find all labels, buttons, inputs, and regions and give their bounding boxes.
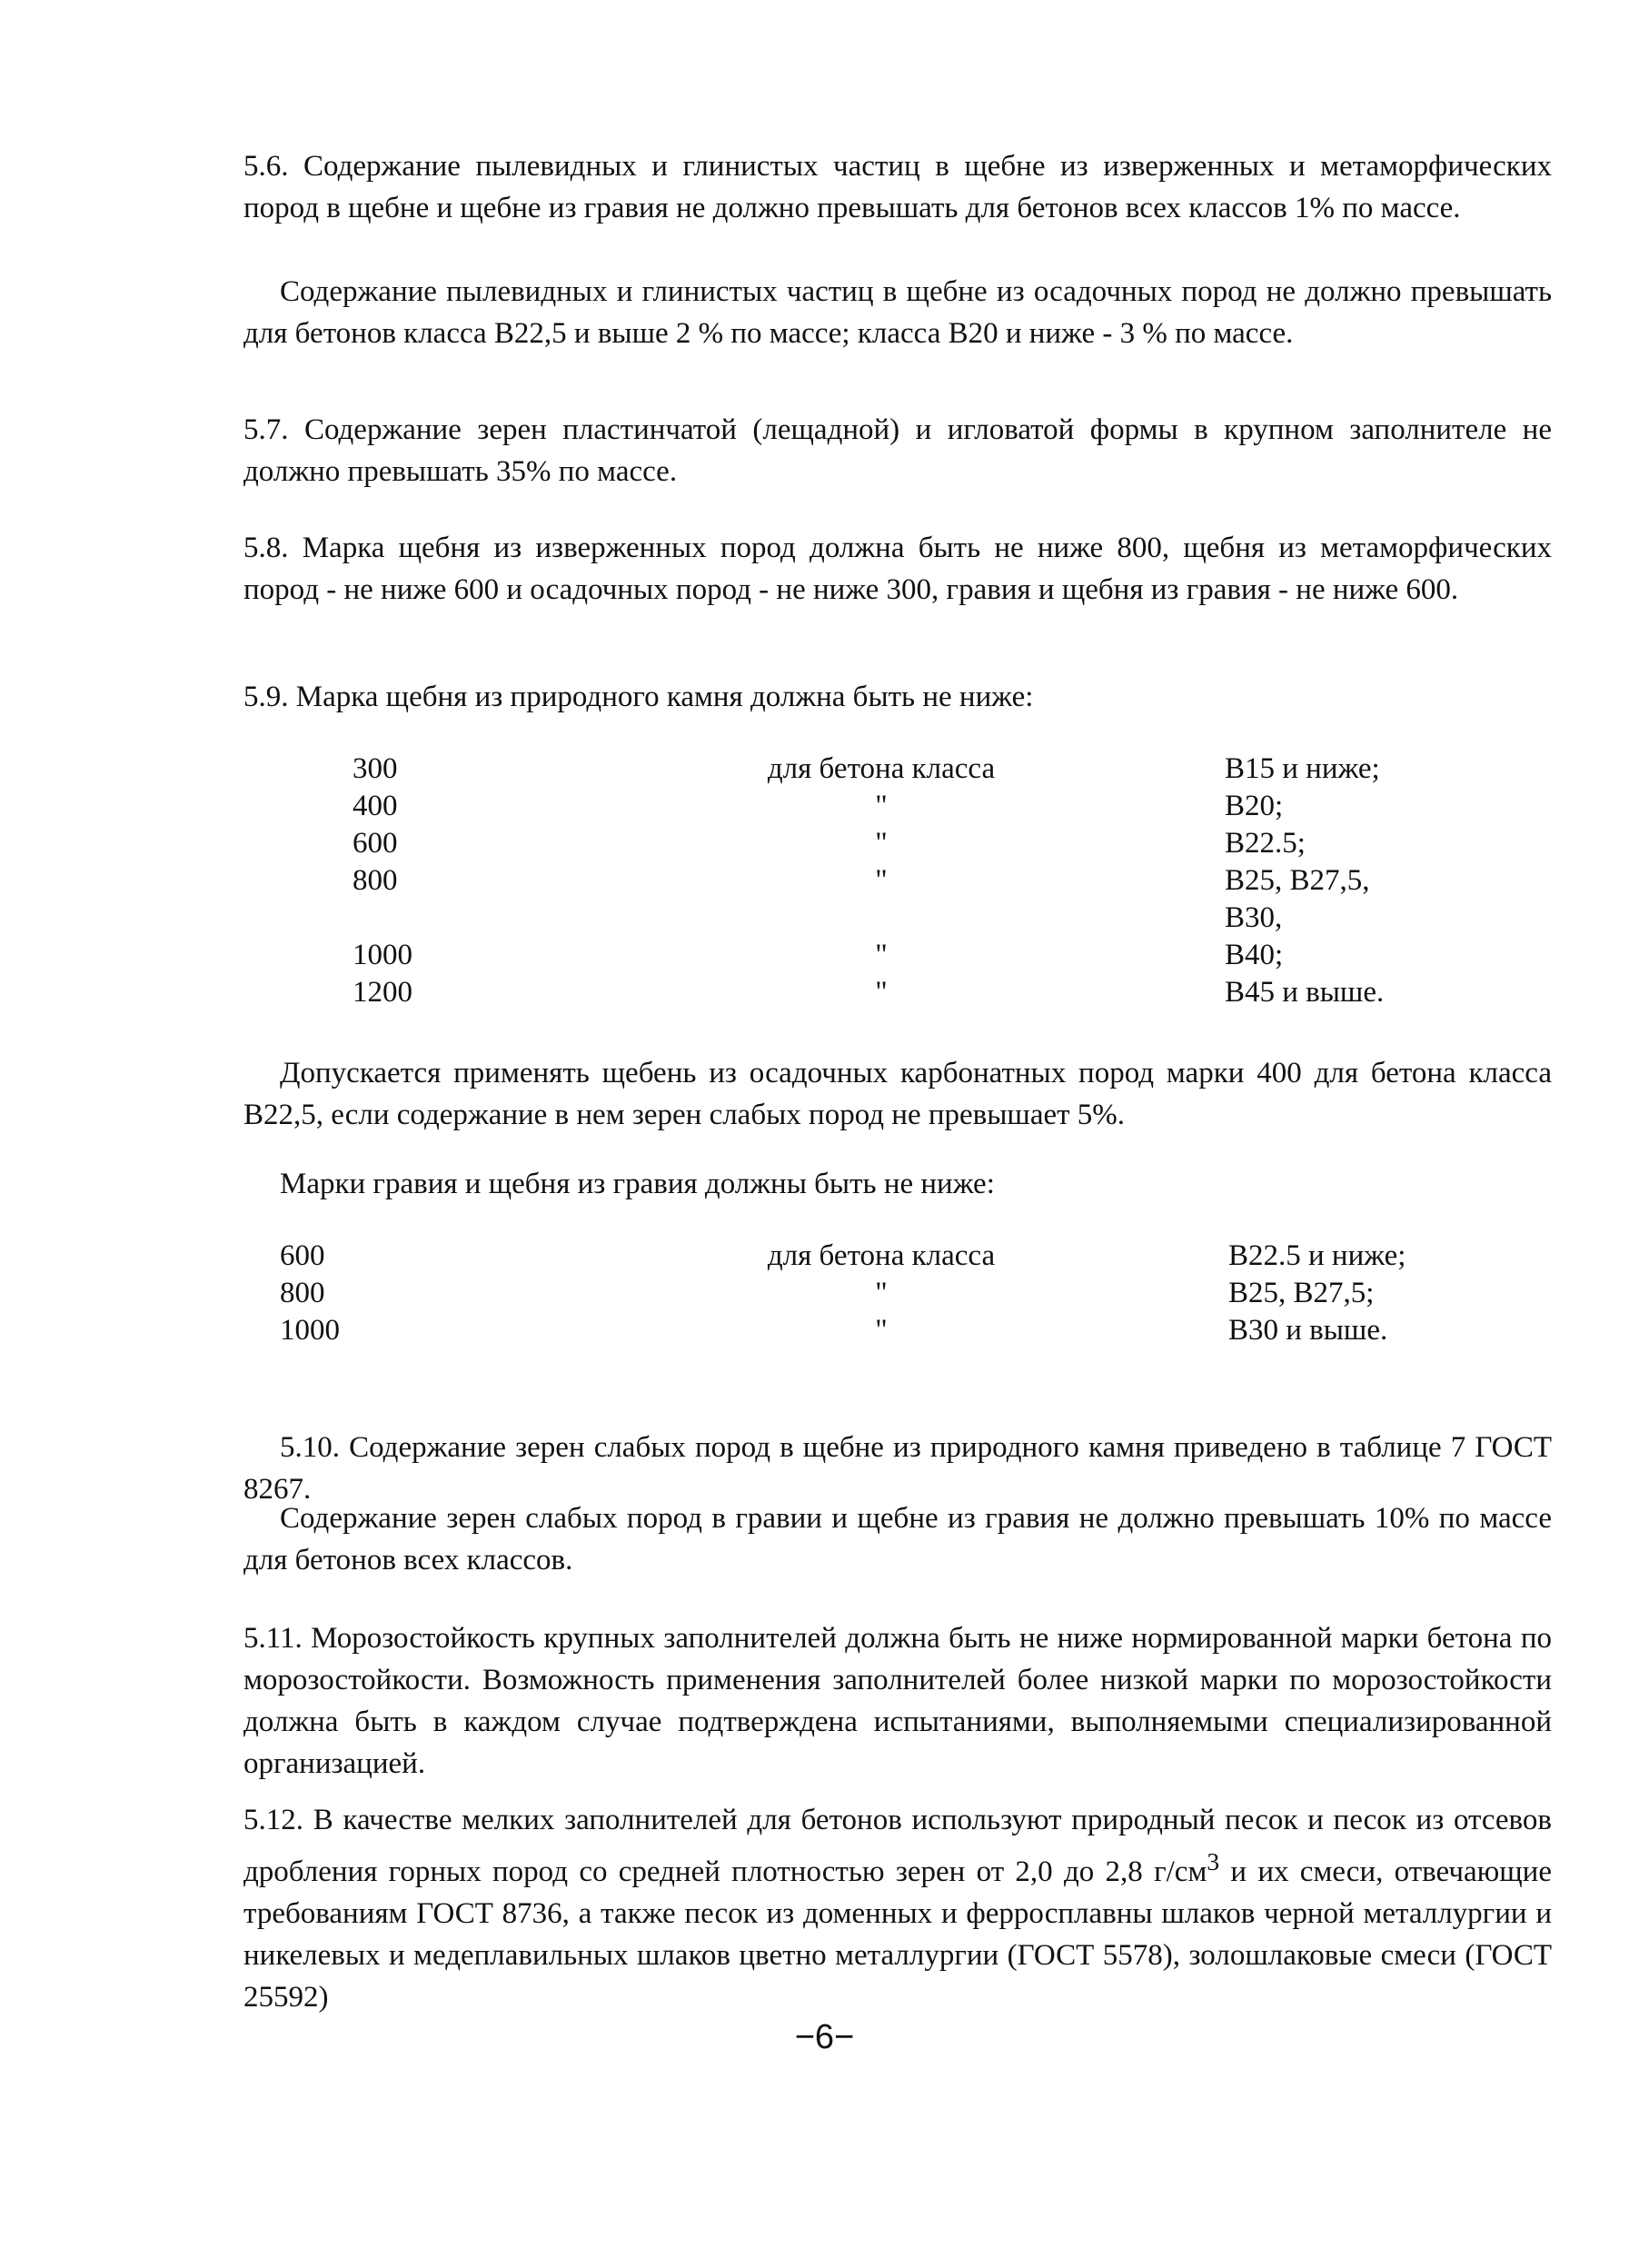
grade-cell: 800	[280, 1277, 325, 1309]
class-cell: В25, В27,5;	[1228, 1277, 1375, 1309]
paragraph-5-9-carbonate: Допускается применять щебень из осадочных карбонатных пород марки 400 для бетона класса В22,5, если содержание в нем зерен слабых пород не превышает 5%.	[243, 1057, 1552, 1131]
paragraph-5-11: 5.11. Морозостойкость крупных заполнителей должна быть не ниже нормированной марки бетона по морозостойкости. Возможность применения заполнителей более низкой марки по морозостойкости должна быть в каждом случае подтверждена испытаниями, выполняемыми специализированной организацией.	[243, 1622, 1552, 1780]
class-cell: В22.5;	[1225, 827, 1306, 860]
class-cell: В25, В27,5,	[1225, 864, 1370, 897]
label-cell: "	[875, 790, 888, 822]
class-cell: В30 и выше.	[1228, 1314, 1388, 1347]
superscript-3: 3	[1207, 1847, 1220, 1875]
paragraph-5-6-dust-sedimentary: Содержание пылевидных и глинистых частиц в щебне из осадочных пород не должно превышать для бетонов класса В22,5 и выше 2 % по массе; класса В20 и ниже - 3 % по массе.	[243, 275, 1552, 350]
paragraph-5-12	[243, 1799, 1552, 2018]
label-cell: "	[875, 864, 888, 897]
label-cell: "	[875, 827, 888, 860]
label-cell: "	[875, 976, 888, 1009]
grade-cell: 1000	[280, 1314, 340, 1347]
table-row	[0, 1238, 1649, 1275]
grade-cell: 1000	[353, 939, 412, 971]
paragraph-5-7: 5.7. Содержание зерен пластинчатой (лещадной) и игловатой формы в крупном заполнителе не должно превышать 35% по массе.	[243, 413, 1552, 488]
table-row	[0, 1275, 1649, 1312]
label-cell: "	[875, 939, 888, 971]
paragraph-5-9-gravel: Марки гравия и щебня из гравия должны быть не ниже:	[280, 1168, 995, 1200]
crushed-stone-grade-table	[0, 751, 1649, 1011]
paragraph-5-8: 5.8. Марка щебня из изверженных пород должна быть не ниже 800, щебня из метаморфических пород - не ниже 600 и осадочных пород - не ниже 300, гравия и щебня из гравия - не ниже 600.	[243, 532, 1552, 606]
grade-cell: 800	[353, 864, 398, 897]
paragraph-5-10: 5.10. Содержание зерен слабых пород в щебне из природного камня приведено в таблице 7 ГОСТ 8267.	[243, 1431, 1552, 1506]
table-row	[0, 937, 1649, 974]
class-cell: В15 и ниже;	[1225, 752, 1380, 785]
class-cell: В22.5 и ниже;	[1228, 1239, 1406, 1272]
label-cell: "	[875, 1314, 888, 1347]
paragraph-5-9: 5.9. Марка щебня из природного камня должна быть не ниже:	[243, 681, 1034, 713]
class-cell: В40;	[1225, 939, 1284, 971]
table-row	[0, 825, 1649, 862]
label-cell: "	[875, 1277, 888, 1309]
class-cell: В30,	[1225, 901, 1283, 934]
grade-cell: 1200	[353, 976, 412, 1009]
grade-cell: 400	[353, 790, 398, 822]
label-cell: для бетона класса	[767, 752, 996, 785]
table-row	[0, 1312, 1649, 1349]
table-row	[0, 862, 1649, 900]
table-row	[0, 900, 1649, 937]
class-cell: В20;	[1225, 790, 1284, 822]
paragraph-5-12-text-start: 5.12. В качестве мелких заполнителей для бетонов используют природный песок и песок из отсевов дробления горных пород со средней плотностью зерен от 2,0 до 2,8 г/см	[243, 1804, 1552, 1888]
paragraph-5-6: 5.6. Содержание пылевидных и глинистых частиц в щебне из изверженных и метаморфических пород в щебне и щебне из гравия не должно превышать для бетонов всех классов 1% по массе.	[243, 150, 1552, 224]
paragraph-5-10-gravel: Содержание зерен слабых пород в гравии и щебне из гравия не должно превышать 10% по массе для бетонов всех классов.	[243, 1502, 1552, 1577]
table-row	[0, 974, 1649, 1011]
class-cell: В45 и выше.	[1225, 976, 1385, 1009]
grade-cell: 600	[353, 827, 398, 860]
grade-cell: 600	[280, 1239, 325, 1272]
table-row	[0, 751, 1649, 788]
grade-cell: 300	[353, 752, 398, 785]
table-row	[0, 788, 1649, 825]
paragraph-5-12-text-end: и их смеси, отвечающие требованиям ГОСТ 8736, а также песок из доменных и ферросплавны шлаков черной металлургии и никелевых и медеплавильных шлаков цветно металлургии (ГОСТ 5578), золошлаковые смеси (ГОСТ 25592)	[243, 1855, 1552, 2014]
gravel-grade-table	[0, 1238, 1649, 1349]
label-cell: для бетона класса	[767, 1239, 996, 1272]
page-number: −6−	[794, 2018, 855, 2056]
